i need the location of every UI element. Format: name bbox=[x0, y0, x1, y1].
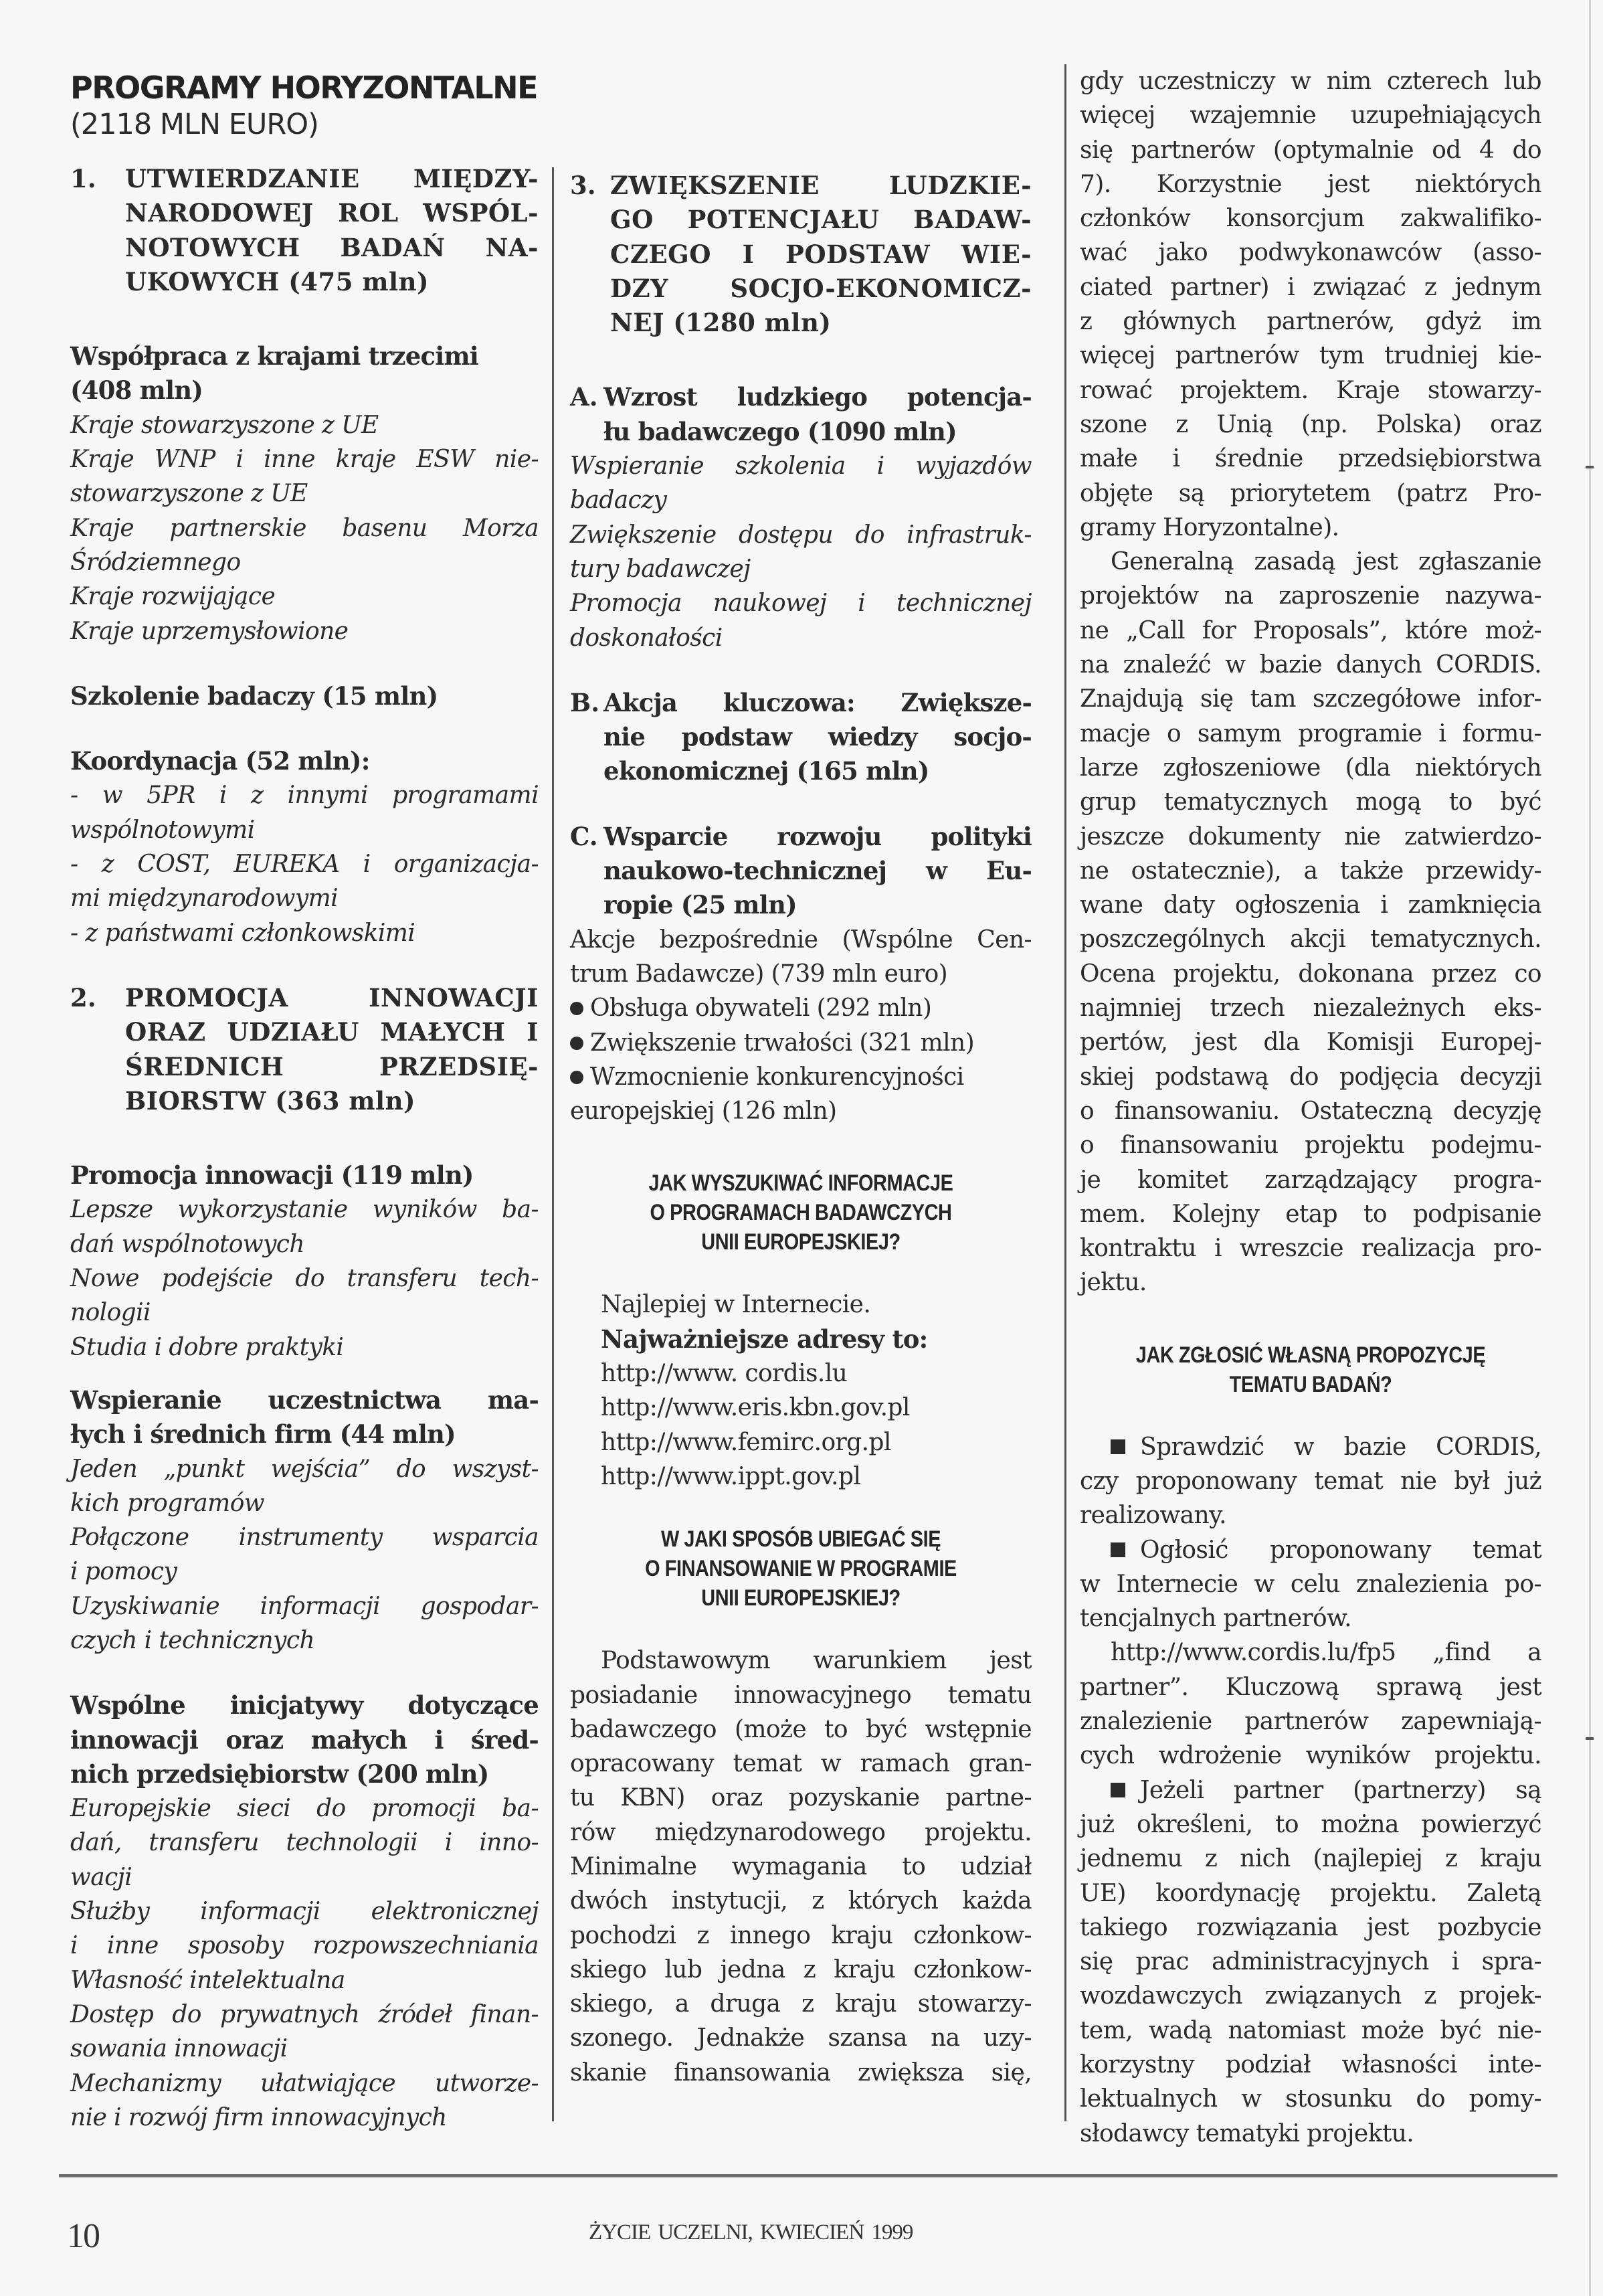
body-line: o finansowaniu projektu podejmu- bbox=[1080, 1132, 1541, 1160]
heading-line: ropie (25 mln) bbox=[603, 890, 797, 920]
heading-line: ORAZ UDZIAŁU MAŁYCH I bbox=[125, 1017, 539, 1047]
body-line: Podstawowym warunkiem jest bbox=[601, 1647, 1032, 1675]
body-line: partner”. Kluczową sprawą jest bbox=[1080, 1673, 1541, 1701]
body-line: wane daty ogłoszenia i zamknięcia bbox=[1080, 891, 1541, 919]
list-item: Lepsze wykorzystanie wyników ba- bbox=[70, 1196, 539, 1224]
publication-footer: ŻYCIE UCZELNI, KWIECIEŃ 1999 bbox=[589, 2220, 913, 2244]
body-line: z głównych partnerów, gdyż im bbox=[1080, 308, 1541, 336]
step-text: Ogłosić proponowany temat bbox=[1140, 1536, 1541, 1564]
heading-number: 1. bbox=[70, 164, 96, 193]
body-line: skiego, a druga z kraju stowarzy- bbox=[570, 1990, 1032, 2018]
subsection-heading: Wspólne inicjatywy dotyczące bbox=[70, 1690, 539, 1720]
body-line: jednemu z nich (najlepiej z kraju bbox=[1080, 1845, 1541, 1873]
body-line: o finansowaniu. Ostateczną decyzję bbox=[1080, 1097, 1541, 1125]
body-line: szonego. Jednakże szansa na uzy- bbox=[570, 2024, 1032, 2052]
box-title: JAK ZGŁOSIĆ WŁASNĄ PROPOZYCJĘ bbox=[1135, 1342, 1486, 1368]
column-divider bbox=[1064, 64, 1066, 2121]
infobox-funding bbox=[570, 1524, 1032, 2090]
paragraph-call-for-proposals bbox=[1080, 545, 1541, 1300]
heading-line: NARODOWEJ ROL WSPÓL- bbox=[125, 198, 539, 228]
body-line: Akcje bezpośrednie (Wspólne Cen- bbox=[570, 925, 1032, 954]
url-link[interactable]: http://www.cordis.lu/fp5 „find a bbox=[1111, 1639, 1541, 1667]
body-line: opracowany temat w ramach gran- bbox=[570, 1750, 1032, 1778]
list-item: - w 5PR i z innymi programami bbox=[70, 782, 539, 810]
body-line: skiego lub jedna z kraju członkow- bbox=[570, 1955, 1032, 1983]
body-line: skiej podstawą do podjęcia decyzji bbox=[1080, 1063, 1541, 1091]
heading-line: nie podstaw wiedzy socjo- bbox=[603, 722, 1032, 752]
list-item: Promocja naukowej i technicznej bbox=[570, 590, 1032, 618]
program-heading-3 bbox=[570, 169, 1032, 340]
heading-line: CZEGO I PODSTAW WIE- bbox=[610, 239, 1032, 269]
body-line: Ocena projektu, dokonana przez co bbox=[1080, 960, 1541, 988]
heading-line: Wzrost ludzkiego potencja- bbox=[603, 382, 1032, 412]
list-item: czych i technicznych bbox=[70, 1626, 315, 1654]
list-item: Nowe podejście do transferu tech- bbox=[70, 1265, 539, 1293]
box-title: O PROGRAMACH BADAWCZYCH bbox=[650, 1200, 952, 1226]
list-item: Mechanizmy ułatwiające utworze- bbox=[70, 2069, 539, 2097]
body-line: czy proponowany temat nie był już bbox=[1080, 1467, 1541, 1495]
heading-line: ekonomicznej (165 mln) bbox=[603, 756, 929, 786]
list-item: Własność intelektualna bbox=[70, 1966, 345, 1994]
body-line: gramy Horyzontalne). bbox=[1080, 513, 1339, 541]
list-item: Jeden „punkt wejścia” do wszyst- bbox=[70, 1455, 539, 1483]
heading-line: PROMOCJA INNOWACJI bbox=[125, 982, 539, 1012]
heading-line: NOTOWYCH BADAŃ NA- bbox=[125, 232, 539, 262]
body-line: członków konsorcjum zakwalifiko- bbox=[1080, 205, 1541, 233]
section-budget: (2118 MLN EURO) bbox=[70, 108, 318, 141]
body-line: wozdawczych związanych z projek- bbox=[1080, 1982, 1541, 2010]
heading-letter: C. bbox=[570, 821, 598, 851]
list-item: Kraje partnerskie basenu Morza bbox=[70, 514, 539, 542]
list-item: Kraje rozwijające bbox=[70, 583, 276, 611]
list-item: doskonałości bbox=[570, 624, 723, 652]
list-item: - z COST, EUREKA i organizacja- bbox=[70, 851, 539, 879]
body-line: Generalną zasadą jest zgłaszanie bbox=[1111, 548, 1541, 576]
section-title: PROGRAMY HORYZONTALNE bbox=[70, 70, 538, 106]
subsection-heading: Wspieranie uczestnictwa ma- bbox=[70, 1385, 539, 1415]
list-item: kich programów bbox=[70, 1489, 264, 1517]
body-line: najmniej trzech niezależnych eks- bbox=[1080, 994, 1541, 1023]
body-line: skanie finansowania zwiększa się, bbox=[570, 2058, 1032, 2087]
scan-edge bbox=[1589, 0, 1591, 2296]
body-line: wać jako podwykonawców (asso- bbox=[1080, 239, 1541, 267]
body-line: mem. Kolejny etap to podpisanie bbox=[1080, 1200, 1541, 1228]
list-item: nologii bbox=[70, 1299, 151, 1327]
body-line: na znaleźć w bazie danych CORDIS. bbox=[1080, 651, 1541, 679]
body-line: znalezienie partnerów zapewniają- bbox=[1080, 1708, 1541, 1736]
subsection-cooperation bbox=[70, 339, 539, 648]
heading-line: NEJ (1280 mln) bbox=[610, 308, 832, 338]
body-line: poszczególnych akcji tematycznych. bbox=[1080, 925, 1541, 954]
column-right bbox=[1080, 64, 1541, 2151]
square-bullet-icon bbox=[1111, 1439, 1125, 1454]
box-title: UNII EUROPEJSKIEJ? bbox=[701, 1585, 901, 1611]
heading-letter: B. bbox=[570, 687, 600, 717]
subsection-heading: innowacji oraz małych i śred- bbox=[70, 1725, 539, 1755]
list-item: wspólnotowymi bbox=[70, 816, 255, 844]
list-item: Europejskie sieci do promocji ba- bbox=[70, 1795, 539, 1823]
list-item: Kraje stowarzyszone z UE bbox=[70, 411, 379, 439]
body-line: pochodzi z innego kraju członkow- bbox=[570, 1921, 1032, 1949]
column-middle bbox=[570, 169, 1032, 2090]
step-item bbox=[1080, 1533, 1541, 1567]
body-line: lektualnych w stosunku do pomy- bbox=[1080, 2085, 1541, 2113]
url-link[interactable]: http://www.eris.kbn.gov.pl bbox=[601, 1394, 910, 1422]
bullet-text: Wzmocnienie konkurencyjności bbox=[590, 1063, 964, 1091]
heading-line: UTWIERDZANIE MIĘDZY- bbox=[125, 164, 539, 193]
body-line: kontraktu i wreszcie realizacja pro- bbox=[1080, 1235, 1541, 1263]
box-title: W JAKI SPOSÓB UBIEGAĆ SIĘ bbox=[660, 1526, 941, 1553]
subprogram-c bbox=[570, 820, 1032, 923]
body-line: grup tematycznych mogą to być bbox=[1080, 788, 1541, 816]
bullet-icon bbox=[570, 1002, 583, 1015]
list-item: mi międzynarodowymi bbox=[70, 885, 339, 913]
bullet-text: Obsługa obywateli (292 mln) bbox=[590, 994, 932, 1023]
list-item: dań wspólnotowych bbox=[70, 1230, 304, 1258]
box-title: UNII EUROPEJSKIEJ? bbox=[701, 1229, 901, 1255]
subsection-coordination bbox=[70, 744, 539, 950]
square-bullet-icon bbox=[1111, 1542, 1125, 1557]
list-item: nie i rozwój firm innowacyjnych bbox=[70, 2103, 447, 2131]
body-line: już określeni, to można powierzyć bbox=[1080, 1810, 1541, 1838]
step-text: Sprawdzić w bazie CORDIS, bbox=[1140, 1433, 1541, 1461]
list-item: Dostęp do prywatnych źródeł finan- bbox=[70, 2000, 539, 2028]
body-line: trum Badawcze) (739 mln euro) bbox=[570, 960, 948, 988]
list-item: i inne sposoby rozpowszechniania bbox=[70, 1932, 539, 1960]
heading-line: GO POTENCJAŁU BADAW- bbox=[610, 205, 1032, 235]
body-line: rów międzynarodowego projektu. bbox=[570, 1818, 1032, 1846]
subprogram-b bbox=[570, 686, 1032, 789]
footer-rule bbox=[59, 2174, 1558, 2178]
subsection-heading: łych i średnich firm (44 mln) bbox=[70, 1419, 456, 1449]
addresses-heading: Najważniejsze adresy to: bbox=[601, 1324, 928, 1354]
bullet-item bbox=[570, 1060, 1032, 1094]
heading-line: łu badawczego (1090 mln) bbox=[603, 416, 957, 446]
subsection-heading: Promocja innowacji (119 mln) bbox=[70, 1160, 474, 1190]
list-item: Uzyskiwanie informacji gospodar- bbox=[70, 1592, 539, 1620]
bullet-continuation: europejskiej (126 mln) bbox=[570, 1097, 837, 1126]
url-link[interactable]: http://www.ippt.gov.pl bbox=[601, 1462, 861, 1490]
body-line: ne ostatecznie), a także przewidy- bbox=[1080, 857, 1541, 885]
body-line: się partnerów (optymalnie od 4 do bbox=[1080, 136, 1541, 164]
infobox-proposal bbox=[1080, 1340, 1541, 2151]
body-line: badawczego (może to być wstępnie bbox=[570, 1715, 1032, 1743]
heading-number: 2. bbox=[70, 982, 96, 1012]
body-line: Minimalne wymagania to udział bbox=[570, 1852, 1032, 1880]
body-line: macje o samym programie i formu- bbox=[1080, 719, 1541, 747]
body-line: Znajdują się tam szczegółowe infor- bbox=[1080, 685, 1541, 713]
heading-line: UKOWYCH (475 mln) bbox=[125, 266, 429, 296]
body-line: słodawcy tematyki projektu. bbox=[1080, 2119, 1414, 2147]
list-item: i pomocy bbox=[70, 1558, 177, 1586]
body-line: się prac administracyjnych i spra- bbox=[1080, 1948, 1541, 1976]
subsection-innovation bbox=[70, 1158, 539, 1364]
heading-letter: A. bbox=[570, 382, 598, 412]
heading-line: naukowo-technicznej w Eu- bbox=[603, 856, 1032, 886]
heading-line: BIORSTW (363 mln) bbox=[125, 1085, 415, 1116]
list-item: Kraje uprzemysłowione bbox=[70, 617, 349, 645]
body-line: ciated partner) i związać z jednym bbox=[1080, 273, 1541, 301]
subsection-heading: Współpraca z krajami trzecimi bbox=[70, 341, 479, 371]
list-item: - z państwami członkowskimi bbox=[70, 919, 415, 947]
list-item: Kraje WNP i inne kraje ESW nie- bbox=[70, 446, 539, 474]
bullet-text: Zwiększenie trwałości (321 mln) bbox=[590, 1029, 975, 1057]
body-line: larze zgłoszeniowe (dla niektórych bbox=[1080, 754, 1541, 782]
body-line: małe i średnie przedsiębiorstwa bbox=[1080, 445, 1541, 473]
body-line: więcej wzajemnie uzupełniających bbox=[1080, 102, 1541, 130]
body-line: posiadanie innowacyjnego tematu bbox=[570, 1681, 1032, 1709]
body-line: tem, wadą natomiast może być nie- bbox=[1080, 2016, 1541, 2044]
scan-mark bbox=[1586, 1737, 1594, 1740]
subsection-heading: (408 mln) bbox=[70, 375, 203, 406]
column-divider bbox=[552, 167, 554, 2121]
subsection-heading: nich przedsiębiorstw (200 mln) bbox=[70, 1759, 489, 1789]
list-item: badaczy bbox=[570, 487, 667, 515]
heading-line: ŚREDNICH PRZEDSIĘ- bbox=[125, 1051, 539, 1081]
paragraph-consortium bbox=[1080, 64, 1541, 545]
body-line: w Internecie w celu znalezienia po- bbox=[1080, 1570, 1541, 1598]
url-link[interactable]: http://www. cordis.lu bbox=[601, 1360, 848, 1388]
heading-line: DZY SOCJO-EKONOMICZ- bbox=[610, 273, 1032, 303]
program-heading-1 bbox=[70, 162, 539, 299]
body-line: cych wdrożenie wyników projektu. bbox=[1080, 1742, 1541, 1770]
body-line: tu KBN) oraz pozyskanie partne- bbox=[570, 1784, 1032, 1812]
column-left bbox=[70, 70, 539, 2135]
body-line: Najlepiej w Internecie. bbox=[601, 1291, 871, 1319]
body-line: dwóch instytucji, z których każda bbox=[570, 1887, 1032, 1915]
step-text: Jeżeli partner (partnerzy) są bbox=[1140, 1776, 1541, 1804]
body-line: rować projektem. Kraje stowarzy- bbox=[1080, 376, 1541, 404]
heading-line: ZWIĘKSZENIE LUDZKIE- bbox=[610, 171, 1032, 200]
page-number: 10 bbox=[67, 2217, 99, 2255]
program-heading-2 bbox=[70, 981, 539, 1118]
list-item: Studia i dobre praktyki bbox=[70, 1333, 344, 1361]
list-item: dań, transferu technologii i inno- bbox=[70, 1829, 539, 1857]
list-item: Służby informacji elektronicznej bbox=[70, 1898, 539, 1926]
bullet-item bbox=[570, 1026, 1032, 1060]
subprogram-a bbox=[570, 380, 1032, 449]
infobox-search bbox=[570, 1168, 1032, 1494]
body-line: jeszcze dokumenty nie zatwierdzo- bbox=[1080, 822, 1541, 851]
box-title: TEMATU BADAŃ? bbox=[1229, 1371, 1392, 1397]
list-item: stowarzyszone z UE bbox=[70, 480, 308, 508]
heading-line: Akcja kluczowa: Zwiększe- bbox=[603, 687, 1032, 717]
body-line: 7). Korzystnie jest niektórych bbox=[1080, 170, 1541, 198]
body-line: projektów na zaproszenie nazywa- bbox=[1080, 582, 1541, 610]
subsection-joint-initiatives bbox=[70, 1688, 539, 2135]
body-line: takiego rozwiązania jest pozbycie bbox=[1080, 1913, 1541, 1941]
step-item bbox=[1080, 1430, 1541, 1464]
list-item: Połączone instrumenty wsparcia bbox=[70, 1524, 539, 1552]
body-line: ne „Call for Proposals”, które moż- bbox=[1080, 616, 1541, 644]
subsection-heading: Szkolenie badaczy (15 mln) bbox=[70, 681, 438, 711]
subsection-heading: Koordynacja (52 mln): bbox=[70, 746, 370, 776]
bullet-icon bbox=[570, 1037, 583, 1050]
body-line: objęte są priorytetem (patrz Pro- bbox=[1080, 479, 1541, 507]
square-bullet-icon bbox=[1111, 1783, 1125, 1797]
body-line: tencjalnych partnerów. bbox=[1080, 1605, 1351, 1633]
body-line: UE) koordynację projektu. Zaletą bbox=[1080, 1879, 1541, 1907]
body-line: szone z Unią (np. Polska) oraz bbox=[1080, 410, 1541, 438]
bullet-icon bbox=[570, 1071, 583, 1084]
list-item: sowania innowacji bbox=[70, 2035, 288, 2063]
scan-mark bbox=[1586, 466, 1594, 468]
list-item: Zwiększenie dostępu do infrastruk- bbox=[570, 521, 1032, 549]
list-item: tury badawczej bbox=[570, 555, 751, 583]
list-item: Śródziemnego bbox=[70, 548, 241, 576]
body-line: pertów, jest dla Komisji Europej- bbox=[1080, 1029, 1541, 1057]
list-item: wacji bbox=[70, 1863, 132, 1891]
heading-line: Wsparcie rozwoju polityki bbox=[603, 821, 1032, 851]
body-line: gdy uczestniczy w nim czterech lub bbox=[1080, 68, 1541, 95]
body-line: więcej partnerów tym trudniej kie- bbox=[1080, 342, 1541, 370]
body-line: korzystny podział własności inte- bbox=[1080, 2051, 1541, 2079]
subsection-sme-support bbox=[70, 1383, 539, 1658]
box-title: O FINANSOWANIE W PROGRAMIE bbox=[645, 1556, 957, 1582]
body-line: realizowany. bbox=[1080, 1502, 1226, 1530]
body-line: je komitet zarządzający progra- bbox=[1080, 1166, 1541, 1194]
step-item bbox=[1080, 1773, 1541, 1807]
box-title: JAK WYSZUKIWAĆ INFORMACJE bbox=[648, 1170, 953, 1197]
body-line: jektu. bbox=[1080, 1269, 1147, 1297]
list-item: Wspieranie szkolenia i wyjazdów bbox=[570, 452, 1032, 480]
heading-number: 3. bbox=[570, 171, 596, 200]
url-link[interactable]: http://www.femirc.org.pl bbox=[601, 1428, 891, 1456]
bullet-item bbox=[570, 991, 1032, 1025]
